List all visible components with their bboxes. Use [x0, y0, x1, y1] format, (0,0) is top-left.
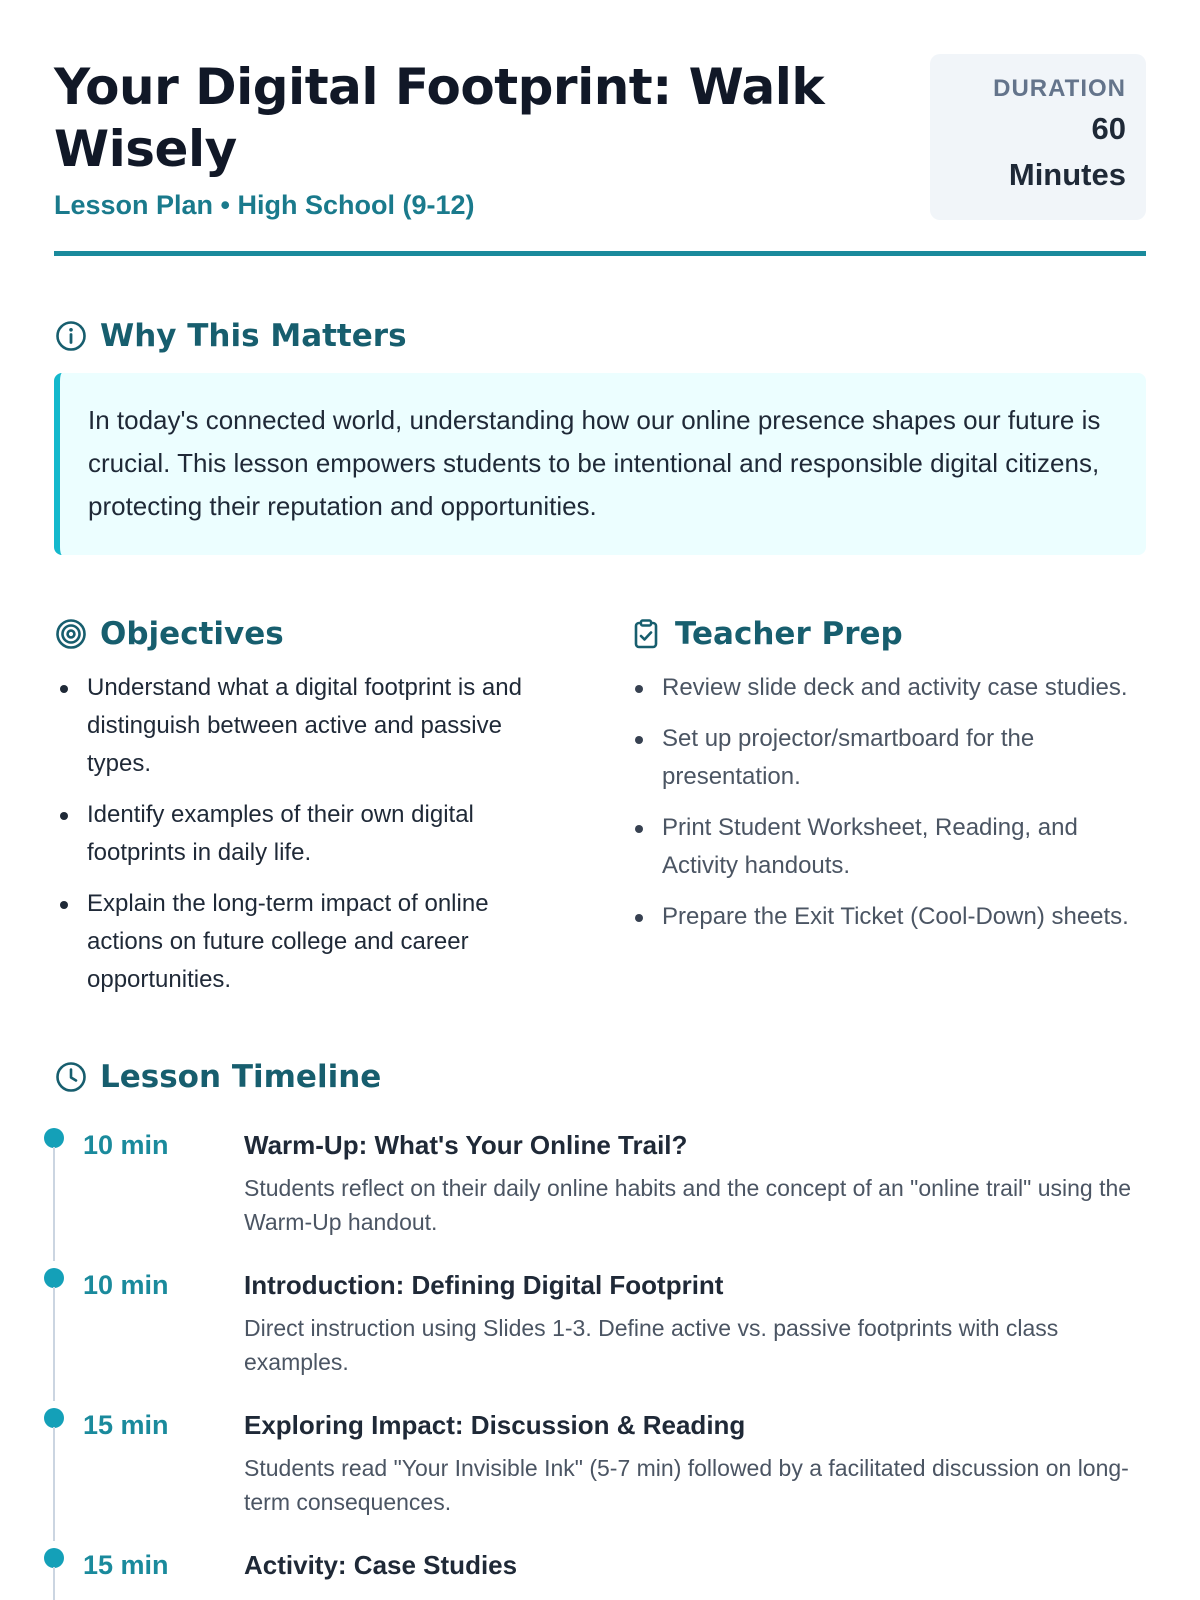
list-item: Review slide deck and activity case studies. [629, 669, 1149, 707]
timeline-time: 10 min [83, 1270, 169, 1300]
duration-value: 60 [1091, 111, 1126, 146]
lesson-timeline [54, 1125, 1146, 1600]
objectives-heading-label: Objectives [100, 616, 284, 652]
timeline-time: 10 min [83, 1130, 169, 1160]
list-item: Prepare the Exit Ticket (Cool-Down) sheets. [629, 898, 1149, 936]
list-item: Print Student Worksheet, Reading, and Activity handouts. [629, 809, 1149, 885]
target-icon [54, 617, 88, 651]
timeline-connector [53, 1567, 55, 1600]
why-heading [54, 316, 407, 356]
timeline-time: 15 min [83, 1550, 169, 1580]
duration-unit: Minutes [1008, 157, 1126, 192]
timeline-dot [44, 1408, 64, 1428]
list-item: Identify examples of their own digital footprints in daily life. [54, 796, 564, 872]
timeline-desc: Direct instruction using Slides 1-3. Define active vs. passive footprints with class examples. [244, 1315, 1059, 1375]
duration-card [930, 54, 1146, 220]
timeline-heading-label: Lesson Timeline [100, 1059, 382, 1095]
lesson-plan-page [54, 0, 1146, 1600]
timeline-title: Warm-Up: What's Your Online Trail? [244, 1130, 688, 1160]
list-item: Explain the long-term impact of online actions on future college and career opportunities. [54, 885, 564, 999]
lesson-subtitle: Lesson Plan • High School (9-12) [54, 190, 475, 220]
list-item: Understand what a digital footprint is and distinguish between active and passive types. [54, 669, 564, 783]
list-item: Set up projector/smartboard for the presentation. [629, 720, 1149, 796]
duration-label: DURATION [993, 75, 1126, 102]
objectives-list [54, 669, 564, 1012]
timeline-time: 15 min [83, 1410, 169, 1440]
why-text: In today's connected world, understanding how our online presence shapes our future is crucial. This lesson empowers students to be intentional and responsible digital citizens, protecting their reputation and opportunities. [88, 405, 1101, 521]
prep-heading-label: Teacher Prep [675, 616, 903, 652]
timeline-connector [53, 1427, 55, 1541]
info-icon [54, 319, 88, 353]
timeline-connector [53, 1147, 55, 1261]
timeline-connector [53, 1287, 55, 1401]
clipboard-check-icon [629, 617, 663, 651]
clock-icon [54, 1060, 88, 1094]
timeline-desc: Students reflect on their daily online habits and the concept of an "online trail" using the Warm-Up handout. [244, 1175, 1132, 1235]
timeline-item [54, 1125, 1146, 1265]
timeline-dot [44, 1128, 64, 1148]
timeline-dot [44, 1268, 64, 1288]
prep-list [629, 669, 1149, 949]
lesson-header [54, 52, 1146, 258]
page-title: Your Digital Footprint: Walk Wisely [54, 58, 825, 178]
timeline-item [54, 1265, 1146, 1405]
why-heading-label: Why This Matters [100, 318, 407, 354]
why-callout [54, 373, 1146, 555]
timeline-title: Exploring Impact: Discussion & Reading [244, 1410, 746, 1440]
timeline-dot [44, 1548, 64, 1568]
timeline-title: Activity: Case Studies [244, 1550, 518, 1580]
prep-heading [629, 614, 903, 654]
header-divider [54, 251, 1146, 256]
timeline-desc: Students read "Your Invisible Ink" (5-7 min) followed by a facilitated discussion on long-term consequences. [244, 1455, 1129, 1515]
timeline-title: Introduction: Defining Digital Footprint [244, 1270, 724, 1300]
timeline-item [54, 1545, 1146, 1600]
timeline-item [54, 1405, 1146, 1545]
timeline-heading [54, 1057, 381, 1097]
objectives-heading [54, 614, 284, 654]
